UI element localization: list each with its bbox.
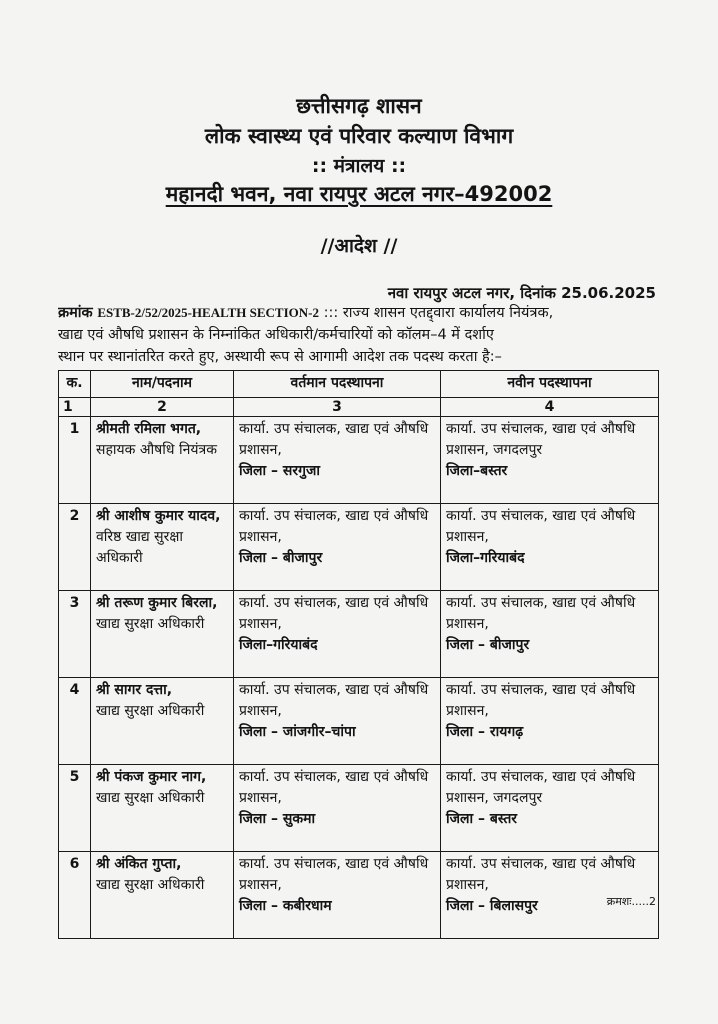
officer-designation: वरिष्ठ खाद्य सुरक्षा अधिकारी [96, 529, 184, 566]
new-posting-cell [441, 504, 659, 591]
officer-name: श्री आशीष कुमार यादव, [96, 508, 221, 524]
name-cell [91, 504, 234, 591]
serial-number: 1 [59, 417, 91, 504]
table-row [59, 417, 659, 504]
office-address: महानदी भवन, नवा रायपुर अटल नगर–492002 [165, 182, 553, 206]
new-district: जिला – बीजापुर [446, 637, 530, 653]
column-number: 2 [91, 398, 234, 417]
serial-number: 2 [59, 504, 91, 591]
column-number: 1 [59, 398, 91, 417]
order-title: //आदेश // [320, 235, 398, 257]
new-posting-cell [441, 591, 659, 678]
place-and-date: नवा रायपुर अटल नगर, दिनांक 25.06.2025 [387, 284, 656, 302]
current-office: कार्या. उप संचालक, खाद्य एवं औषधि प्रशासन, [239, 856, 429, 893]
ministry-label: :: मंत्रालय :: [311, 155, 407, 177]
header-name: नाम/पदनाम [91, 371, 234, 398]
reference-line-3: स्थान पर स्थानांतरित करते हुए, अस्थायी रूप से आगामी आदेश तक पदस्थ करता है:– [58, 349, 502, 365]
officer-designation: खाद्य सुरक्षा अधिकारी [96, 703, 205, 719]
reference-prefix: क्रमांक [58, 305, 93, 321]
new-office: कार्या. उप संचालक, खाद्य एवं औषधि प्रशासन, [446, 856, 636, 893]
current-district: जिला – सुकमा [239, 811, 316, 827]
officer-name: श्री अंकित गुप्ता, [96, 856, 182, 872]
current-office: कार्या. उप संचालक, खाद्य एवं औषधि प्रशासन, [239, 508, 429, 545]
table-row [59, 678, 659, 765]
reference-line-1 [58, 302, 658, 322]
serial-number: 4 [59, 678, 91, 765]
officer-designation: खाद्य सुरक्षा अधिकारी [96, 616, 205, 632]
current-office: कार्या. उप संचालक, खाद्य एवं औषधि प्रशासन, [239, 769, 429, 806]
column-number-row [59, 398, 659, 417]
table-row [59, 852, 659, 939]
officer-name: श्री तरूण कुमार बिरला, [96, 595, 218, 611]
header-current-posting: वर्तमान पदस्थापना [234, 371, 441, 398]
new-posting-cell [441, 678, 659, 765]
officer-designation: खाद्य सुरक्षा अधिकारी [96, 877, 205, 893]
new-district: जिला – रायगढ़ [446, 724, 524, 740]
new-office: कार्या. उप संचालक, खाद्य एवं औषधि प्रशासन, जगदलपुर [446, 769, 636, 806]
new-posting-cell [441, 417, 659, 504]
current-posting-cell [234, 852, 441, 939]
table-row [59, 504, 659, 591]
new-district: जिला – बिलासपुर [446, 898, 538, 914]
reference-line-2: खाद्य एवं औषधि प्रशासन के निम्नांकित अधिकारी/कर्मचारियों को कॉलम–4 में दर्शाए [58, 327, 494, 343]
current-office: कार्या. उप संचालक, खाद्य एवं औषधि प्रशासन, [239, 682, 429, 719]
government-name: छत्तीसगढ़ शासन [296, 94, 422, 118]
current-posting-cell [234, 591, 441, 678]
current-district: जिला – जांजगीर–चांपा [239, 724, 356, 740]
new-district: जिला–गरियाबंद [446, 550, 525, 566]
current-district: जिला – बीजापुर [239, 550, 323, 566]
department-name: लोक स्वास्थ्य एवं परिवार कल्याण विभाग [204, 124, 514, 148]
current-office: कार्या. उप संचालक, खाद्य एवं औषधि प्रशासन, [239, 595, 429, 632]
column-number: 4 [441, 398, 659, 417]
new-posting-cell [441, 765, 659, 852]
serial-number: 5 [59, 765, 91, 852]
new-office: कार्या. उप संचालक, खाद्य एवं औषधि प्रशासन, [446, 682, 636, 719]
current-posting-cell [234, 678, 441, 765]
serial-number: 6 [59, 852, 91, 939]
current-office: कार्या. उप संचालक, खाद्य एवं औषधि प्रशासन, [239, 421, 429, 458]
officer-designation: खाद्य सुरक्षा अधिकारी [96, 790, 205, 806]
header-serial: क. [59, 371, 91, 398]
reference-number: ESTB-2/52/2025-HEALTH SECTION-2 [97, 305, 319, 320]
transfer-table [58, 370, 659, 939]
current-posting-cell [234, 417, 441, 504]
serial-number: 3 [59, 591, 91, 678]
new-district: जिला – बस्तर [446, 811, 518, 827]
current-posting-cell [234, 765, 441, 852]
new-office: कार्या. उप संचालक, खाद्य एवं औषधि प्रशासन, जगदलपुर [446, 421, 636, 458]
name-cell [91, 417, 234, 504]
current-district: जिला–गरियाबंद [239, 637, 318, 653]
name-cell [91, 591, 234, 678]
name-cell [91, 765, 234, 852]
officer-designation: सहायक औषधि नियंत्रक [96, 442, 217, 458]
current-district: जिला – कबीरधाम [239, 898, 332, 914]
name-cell [91, 852, 234, 939]
new-district: जिला–बस्तर [446, 463, 508, 479]
column-number: 3 [234, 398, 441, 417]
new-office: कार्या. उप संचालक, खाद्य एवं औषधि प्रशासन, [446, 595, 636, 632]
new-office: कार्या. उप संचालक, खाद्य एवं औषधि प्रशासन, [446, 508, 636, 545]
header-new-posting: नवीन पदस्थापना [441, 371, 659, 398]
continued-note: क्रमशः.....2 [606, 895, 656, 908]
name-cell [91, 678, 234, 765]
officer-name: श्रीमती रमिला भगत, [96, 421, 202, 437]
officer-name: श्री पंकज कुमार नाग, [96, 769, 207, 785]
table-header-row [59, 371, 659, 398]
reference-line1-text: ::: राज्य शासन एतद्द्वारा कार्यालय नियंत्रक, [318, 305, 554, 321]
table-row [59, 765, 659, 852]
current-posting-cell [234, 504, 441, 591]
officer-name: श्री सागर दत्ता, [96, 682, 173, 698]
table-row [59, 591, 659, 678]
current-district: जिला – सरगुजा [239, 463, 320, 479]
